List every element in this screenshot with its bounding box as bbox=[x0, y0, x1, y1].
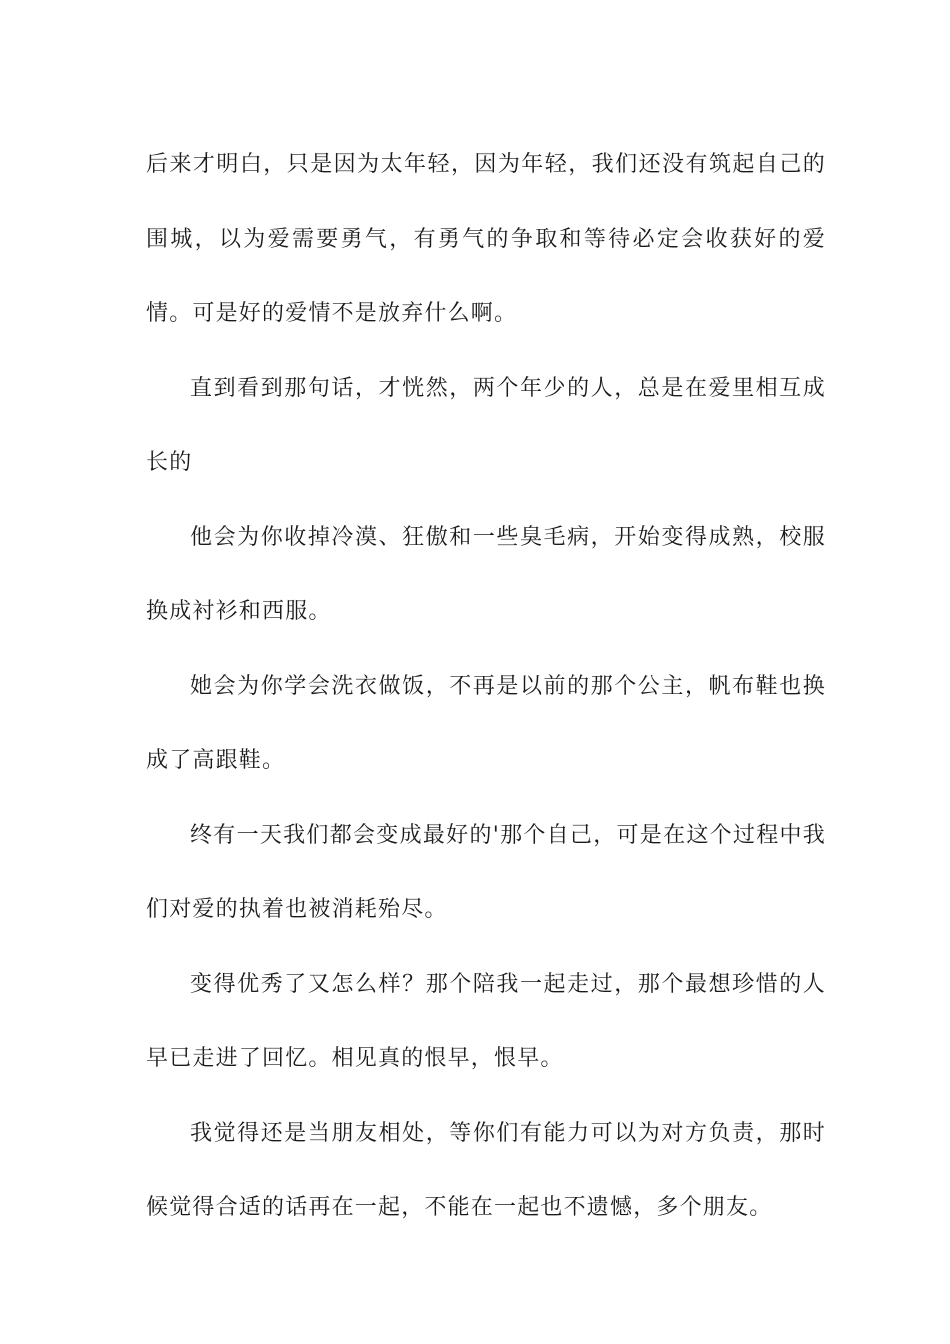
paragraph-1: 后来才明白，只是因为太年轻，因为年轻，我们还没有筑起自己的围城，以为爱需要勇气，有勇气的争取和等待必定会收获好的爱情。可是好的爱情不是放弃什么啊。 bbox=[146, 152, 826, 326]
paragraph-5: 终有一天我们都会变成最好的'那个自己，可是在这个过程中我们对爱的执着也被消耗殆尽。 bbox=[146, 822, 826, 922]
paragraph-2: 直到看到那句话，才恍然，两个年少的人，总是在爱里相互成长的 bbox=[146, 375, 826, 475]
paragraph-4: 她会为你学会洗衣做饭，不再是以前的那个公主，帆布鞋也换成了高跟鞋。 bbox=[146, 673, 826, 773]
document-body bbox=[146, 128, 826, 1246]
paragraph-6: 变得优秀了又怎么样？那个陪我一起走过，那个最想珍惜的人早已走进了回忆。相见真的恨早，恨早。 bbox=[146, 971, 826, 1071]
paragraph-3: 他会为你收掉冷漠、狂傲和一些臭毛病，开始变得成熟，校服换成衬衫和西服。 bbox=[146, 524, 826, 624]
paragraph-7: 我觉得还是当朋友相处，等你们有能力可以为对方负责，那时候觉得合适的话再在一起，不能在一起也不遗憾，多个朋友。 bbox=[146, 1120, 826, 1220]
